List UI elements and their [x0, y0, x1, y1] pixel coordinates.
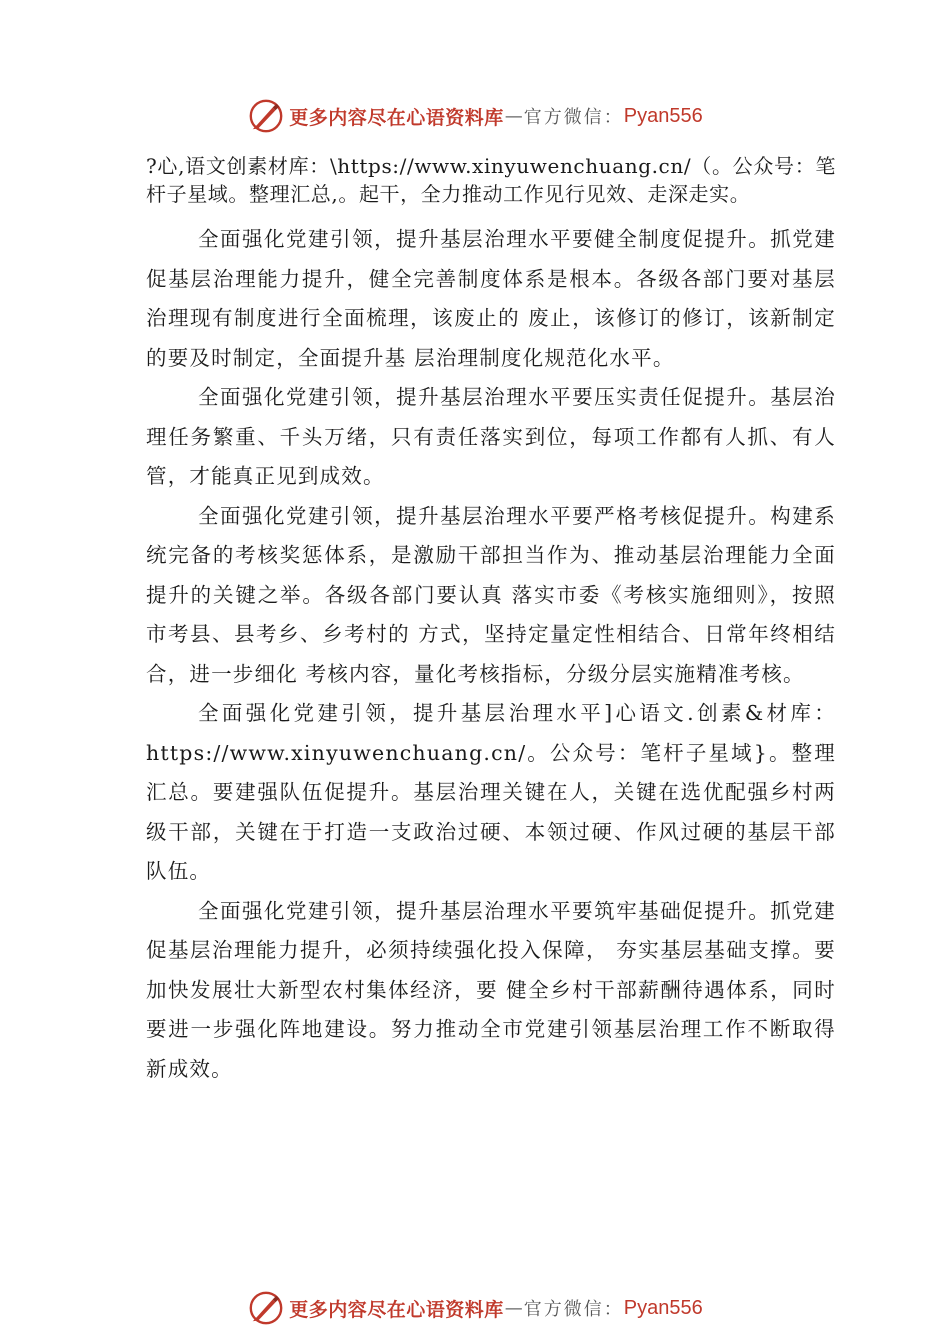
pen-logo-icon: [247, 97, 285, 135]
wechat-label: 官方微信：: [523, 1299, 624, 1320]
brand-text: 更多内容尽在心语资料库: [289, 106, 504, 129]
paragraph-4: 全面强化党建引领，提升基层治理水平要严格考核促提升。构建系统完备的考核奖惩体系，是激励干部担当作为、推动基层治理能力全面提升的关键之举。各级各部门要认真 落实市委《考核实施细则》，按照市考县、县考乡、乡考村的 方式，坚持定量定性相结合、日常年终相结合，进一步细化 考核内容，量化考核指标，分级分层实施精准考核。: [146, 503, 836, 686]
document-body: [146, 152, 836, 1089]
footer-banner: [0, 1288, 950, 1328]
wechat-handle: Pyan556: [623, 1296, 703, 1319]
paragraph-3: 全面强化党建引领，提升基层治理水平要压实责任促提升。基层治理任务繁重、千头万绪，只有责任落实到位，每项工作都有人抓、有人管，才能真正见到成效。: [146, 385, 836, 488]
wechat-handle: Pyan556: [623, 104, 703, 127]
separator: —: [504, 1297, 523, 1319]
paragraph-6: 全面强化党建引领，提升基层治理水平要筑牢基础促提升。抓党建促基层治理能力提升，必须持续强化投入保障， 夯实基层基础支撑。要加快发展壮大新型农村集体经济，要 健全乡村干部薪酬待遇体系，同时要进一步强化阵地建设。努力推动全市党建引领基层治理工作不断取得新成效。: [146, 898, 836, 1081]
paragraph-1: ?心,语文创素材库：\https://www.xinyuwenchuang.cn/（。公众号：笔杆子星域。整理汇总,。起干，全力推动工作见行见效、走深走实。: [146, 154, 836, 206]
separator: —: [504, 105, 523, 127]
header-banner: [0, 96, 950, 136]
paragraph-5: 全面强化党建引领，提升基层治理水平]心语文.创素&材库：https://www.xinyuwenchuang.cn/。公众号：笔杆子星域}。整理汇总。要建强队伍促提升。基层治理关键在人，关键在选优配强乡村两级干部，关键在于打造一支政治过硬、本领过硬、作风过硬的基层干部队伍。: [146, 701, 836, 883]
wechat-label: 官方微信：: [523, 107, 624, 128]
paragraph-2: 全面强化党建引领，提升基层治理水平要健全制度促提升。抓党建促基层治理能力提升，健全完善制度体系是根本。各级各部门要对基层治理现有制度进行全面梳理，该废止的 废止，该修订的修订，该新制定的要及时制定，全面提升基 层治理制度化规范化水平。: [146, 227, 836, 370]
brand-text: 更多内容尽在心语资料库: [289, 1298, 504, 1321]
pen-logo-icon: [247, 1289, 285, 1327]
